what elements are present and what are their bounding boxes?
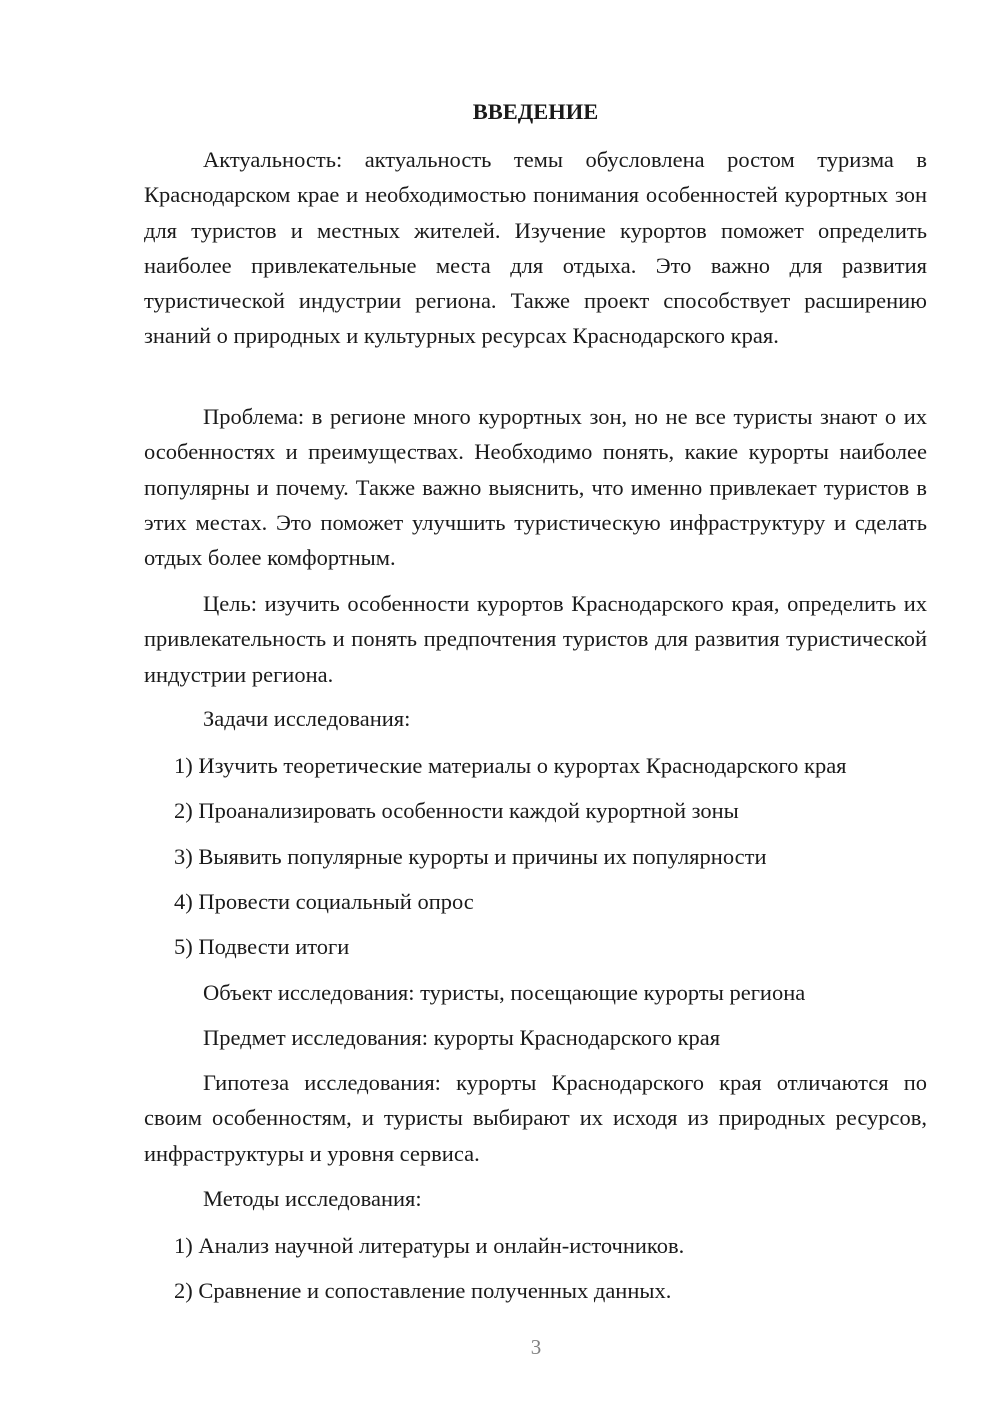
goal-paragraph: Цель: изучить особенности курортов Краснодарского края, определить их привлекательность и понять предпочтения туристов для развития туристической индустрии региона. bbox=[144, 591, 927, 687]
list-item: 1) Изучить теоретические материалы о курортах Краснодарского края bbox=[174, 753, 847, 778]
tasks-heading: Задачи исследования: bbox=[203, 706, 411, 731]
list-item: 4) Провести социальный опрос bbox=[174, 889, 474, 914]
subject-line: Предмет исследования: курорты Краснодарского края bbox=[203, 1025, 721, 1050]
relevance-paragraph: Актуальность: актуальность темы обусловлена ростом туризма в Краснодарском крае и необходимостью понимания особенностей курортных зон для туристов и местных жителей. Изучение курортов поможет определить наиболее привлекательные места для отдыха. Это важно для развития туристической индустрии региона. Также проект способствует расширению знаний о природных и культурных ресурсах Краснодарского края. bbox=[144, 147, 927, 349]
list-item: 2) Сравнение и сопоставление полученных данных. bbox=[174, 1278, 672, 1303]
list-item: 2) Проанализировать особенности каждой курортной зоны bbox=[174, 798, 739, 823]
list-item: 3) Выявить популярные курорты и причины их популярности bbox=[174, 844, 767, 869]
object-line: Объект исследования: туристы, посещающие курорты региона bbox=[203, 980, 806, 1005]
list-item: 5) Подвести итоги bbox=[174, 934, 350, 959]
page-number: 3 bbox=[530, 1335, 542, 1359]
page-title: ВВЕДЕНИЕ bbox=[472, 99, 599, 124]
list-item: 1) Анализ научной литературы и онлайн-источников. bbox=[174, 1233, 685, 1258]
hypothesis-paragraph: Гипотеза исследования: курорты Краснодарского края отличаются по своим особенностям, и туристы выбирают их исходя из природных ресурсов, инфраструктуры и уровня сервиса. bbox=[144, 1070, 927, 1166]
problem-paragraph: Проблема: в регионе много курортных зон, но не все туристы знают о их особенностях и преимуществах. Необходимо понять, какие курорты наиболее популярны и почему. Также важно выяснить, что именно привлекает туристов в этих местах. Это поможет улучшить туристическую инфраструктуру и сделать отдых более комфортным. bbox=[144, 404, 927, 571]
methods-heading: Методы исследования: bbox=[203, 1186, 422, 1211]
